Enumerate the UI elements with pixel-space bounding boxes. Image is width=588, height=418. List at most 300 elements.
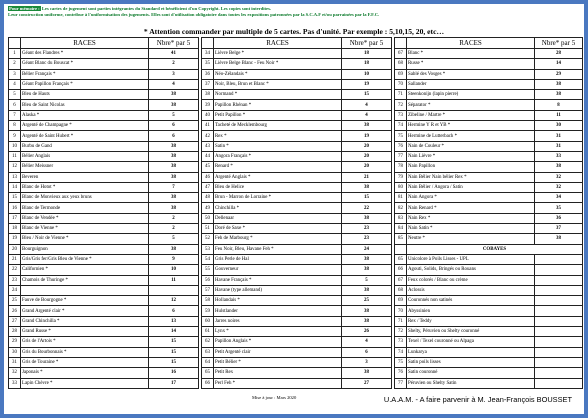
- race-name: Tacheté de Mecklembourg: [214, 121, 342, 131]
- row-number: 48: [202, 193, 214, 203]
- table-row: [395, 121, 583, 131]
- row-number: 43: [202, 141, 214, 151]
- card-number: 5: [149, 110, 199, 120]
- table-row: [395, 162, 583, 172]
- table-row: [9, 131, 199, 141]
- race-name: Nain de Couleur *: [407, 141, 535, 151]
- card-number: 14: [535, 59, 583, 69]
- copyright-notice: [8, 6, 580, 26]
- race-name: Géant des Flandres *: [21, 49, 149, 59]
- row-number: 83: [395, 213, 407, 223]
- card-number: 30: [535, 121, 583, 131]
- race-name: Rex / Teddy: [407, 316, 535, 326]
- card-number: 4: [149, 79, 199, 89]
- race-name: Texel / Texel couronné ou Alpaga: [407, 337, 535, 347]
- col-races-header: RACES: [21, 38, 149, 49]
- row-number: 67: [395, 275, 407, 285]
- row-number: 25: [9, 296, 21, 306]
- race-name: Renard *: [214, 162, 342, 172]
- race-name: Shelty, Péruvien ou Shelty couronné: [407, 327, 535, 337]
- table-row: [395, 193, 583, 203]
- race-name: Bélier Meissner: [21, 162, 149, 172]
- card-number: 41: [149, 49, 199, 59]
- card-number: 26: [342, 327, 392, 337]
- row-number: 38: [202, 90, 214, 100]
- table-row: [202, 110, 392, 120]
- card-number: 11: [535, 110, 583, 120]
- row-number: 34: [202, 49, 214, 59]
- row-number: 82: [395, 203, 407, 213]
- row-number: 65: [202, 368, 214, 378]
- row-number: 53: [202, 244, 214, 254]
- race-name: Gouverneur: [214, 265, 342, 275]
- row-number: 37: [202, 79, 214, 89]
- card-number: 38: [535, 90, 583, 100]
- table-row: [395, 368, 583, 378]
- table-row: [395, 224, 583, 234]
- card-number: 38: [149, 151, 199, 161]
- table-row: [9, 285, 199, 295]
- row-number: 70: [395, 306, 407, 316]
- race-name: Nain Papillon: [407, 162, 535, 172]
- race-name: Hermine de Lutterbach *: [407, 131, 535, 141]
- card-number: [535, 368, 583, 378]
- row-number: 31: [9, 357, 21, 367]
- card-number: 14: [149, 327, 199, 337]
- row-number: 59: [202, 306, 214, 316]
- row-number: 50: [202, 213, 214, 223]
- table-row: [395, 213, 583, 223]
- row-number: 26: [9, 306, 21, 316]
- race-name: Nain Rex *: [407, 213, 535, 223]
- footer: [8, 389, 580, 409]
- footer-credit: U.A.A.M. - A faire parvenir à M. Jean-François BOUSSET: [383, 395, 572, 404]
- race-name: Nain Renard *: [407, 203, 535, 213]
- race-name: Russe *: [407, 59, 535, 69]
- row-number: 23: [9, 275, 21, 285]
- card-number: 6: [342, 347, 392, 357]
- row-number: 85: [395, 234, 407, 244]
- card-number: 6: [149, 306, 199, 316]
- table-row: [202, 121, 392, 131]
- race-name: Papillon Anglais *: [214, 337, 342, 347]
- table-row: [395, 141, 583, 151]
- row-number: 10: [9, 141, 21, 151]
- card-number: 38: [342, 316, 392, 326]
- table-row: [9, 49, 199, 59]
- race-name: Alaska *: [21, 110, 149, 120]
- row-number: 32: [9, 368, 21, 378]
- race-name: Sablé des Vosges *: [407, 69, 535, 79]
- table-row: [202, 203, 392, 213]
- race-name: Aclossis: [407, 285, 535, 295]
- card-number: 32: [535, 182, 583, 192]
- card-number: 37: [535, 224, 583, 234]
- row-number: 73: [395, 110, 407, 120]
- row-number: 60: [202, 316, 214, 326]
- table-row: [9, 100, 199, 110]
- race-name: Péruvien ou Shelty Satin: [407, 378, 535, 389]
- table-row: [202, 49, 392, 59]
- row-number: 51: [202, 224, 214, 234]
- race-name: Chamois de Thuringe *: [21, 275, 149, 285]
- table-row: [9, 234, 199, 244]
- race-name: Japonais *: [21, 368, 149, 378]
- race-name: Gris de Touraine *: [21, 357, 149, 367]
- table-row: [395, 59, 583, 69]
- card-number: 4: [342, 100, 392, 110]
- race-name: Satin couronné: [407, 368, 535, 378]
- race-name: Grand Russe *: [21, 327, 149, 337]
- race-name: Petit Argenté clair: [214, 347, 342, 357]
- races-table-1: [8, 37, 199, 389]
- table-row: [395, 316, 583, 326]
- race-name: Lunkarya: [407, 347, 535, 357]
- table-row: [202, 59, 392, 69]
- card-number: 38: [342, 285, 392, 295]
- card-number: 38: [149, 141, 199, 151]
- table-row: [9, 69, 199, 79]
- row-number: 84: [395, 224, 407, 234]
- row-number: 77: [395, 378, 407, 389]
- card-number: 18: [342, 59, 392, 69]
- card-number: 21: [342, 172, 392, 182]
- race-name: Grand Argenté clair *: [21, 306, 149, 316]
- card-number: 38: [149, 100, 199, 110]
- card-number: 29: [535, 69, 583, 79]
- race-name: Papillon Rhénan *: [214, 100, 342, 110]
- card-number: 25: [342, 296, 392, 306]
- table-row: [395, 378, 583, 389]
- card-number: 38: [342, 213, 392, 223]
- col-count-header: Nbre* par 5: [149, 38, 199, 49]
- table-row: [202, 162, 392, 172]
- notice-tag: Pour mémoire :: [9, 6, 40, 11]
- table-row: [395, 79, 583, 89]
- row-number: 11: [9, 151, 21, 161]
- table-row: [202, 193, 392, 203]
- race-name: Géant Papillon Français *: [21, 79, 149, 89]
- card-number: [535, 357, 583, 367]
- table-row: [9, 378, 199, 389]
- table-row: [395, 285, 583, 295]
- race-name: Blanc de Termonde: [21, 203, 149, 213]
- table-row: [9, 337, 199, 347]
- card-number: 38: [342, 306, 392, 316]
- race-name: Hermine Y R et YB *: [407, 121, 535, 131]
- row-number: 46: [202, 172, 214, 182]
- card-number: 19: [342, 131, 392, 141]
- race-name: Séparator *: [407, 100, 535, 110]
- col-number-header: [9, 38, 21, 49]
- card-number: 38: [149, 172, 199, 182]
- row-number: 15: [9, 193, 21, 203]
- table-row: [395, 337, 583, 347]
- row-number: 20: [9, 244, 21, 254]
- row-number: 61: [202, 327, 214, 337]
- table-row: [9, 357, 199, 367]
- card-number: [535, 378, 583, 389]
- race-name: Chinchilla *: [214, 203, 342, 213]
- race-name: Burbu de Gand: [21, 141, 149, 151]
- race-name: Doré de Saxe *: [214, 224, 342, 234]
- table-row: [9, 90, 199, 100]
- table-row: [395, 90, 583, 100]
- card-number: 38: [342, 121, 392, 131]
- table-row: [202, 141, 392, 151]
- row-number: 66: [202, 378, 214, 389]
- card-number: [535, 327, 583, 337]
- race-name: Blanc de Monvieux aux yeux bruns: [21, 193, 149, 203]
- row-number: 75: [395, 357, 407, 367]
- document-sheet: [4, 4, 584, 414]
- table-row: [395, 182, 583, 192]
- table-row: [202, 224, 392, 234]
- card-number: [535, 265, 583, 275]
- race-name: Argenté Anglais *: [214, 172, 342, 182]
- row-number: 13: [9, 172, 21, 182]
- row-number: 7: [9, 110, 21, 120]
- card-number: [535, 254, 583, 264]
- race-name: Hollandais *: [214, 296, 342, 306]
- race-name: Petit Bélier *: [214, 357, 342, 367]
- race-name: Zibeline / Martre *: [407, 110, 535, 120]
- table-row: [202, 285, 392, 295]
- card-number: 38: [342, 254, 392, 264]
- table-row: [202, 327, 392, 337]
- table-row: [202, 378, 392, 389]
- table-row: [202, 69, 392, 79]
- row-number: 41: [202, 121, 214, 131]
- col-number-header: [202, 38, 214, 49]
- race-name: Feu Noir, Bleu, Havane Feh *: [214, 244, 342, 254]
- table-row: [9, 193, 199, 203]
- table-row: [9, 182, 199, 192]
- card-number: 12: [149, 296, 199, 306]
- row-number: 81: [395, 193, 407, 203]
- race-name: Blanc de Hotot *: [21, 182, 149, 192]
- row-number: 39: [202, 100, 214, 110]
- races-table-3: [394, 37, 583, 389]
- table-row: [395, 100, 583, 110]
- row-number: 29: [9, 337, 21, 347]
- race-name: [21, 285, 149, 295]
- race-name: Dellenaar: [214, 213, 342, 223]
- card-number: 20: [342, 141, 392, 151]
- row-number: 22: [9, 265, 21, 275]
- notice-line-2: Leur construction uniforme, contribue à l'uniformisation des jugements. Elles sont d'utilisation obligatoire dans toutes les expositions patronnées par la S.C.A.F et/ou parrainées par la F.F.C.: [8, 12, 380, 18]
- row-number: 42: [202, 131, 214, 141]
- row-number: 54: [202, 254, 214, 264]
- row-number: 68: [395, 59, 407, 69]
- table-row: [395, 49, 583, 59]
- col-races-header: RACES: [407, 38, 535, 49]
- card-number: 20: [342, 151, 392, 161]
- race-name: Fauve de Bourgogne *: [21, 296, 149, 306]
- card-number: [535, 347, 583, 357]
- card-number: 33: [535, 151, 583, 161]
- table-row: [395, 357, 583, 367]
- row-number: 79: [395, 172, 407, 182]
- row-number: 76: [395, 368, 407, 378]
- card-number: 22: [342, 203, 392, 213]
- race-name: Gris de l'Artois *: [21, 337, 149, 347]
- row-number: 76: [395, 141, 407, 151]
- race-name: Beveren: [21, 172, 149, 182]
- card-number: 11: [149, 275, 199, 285]
- card-number: 9: [149, 254, 199, 264]
- table-row: [395, 265, 583, 275]
- race-name: Gris/Gris fer/Gris Bleu de Vienne *: [21, 254, 149, 264]
- race-name: Nain Bélier / Angora / Satin: [407, 182, 535, 192]
- table-row: [395, 69, 583, 79]
- card-number: [149, 285, 199, 295]
- card-number: 10: [342, 69, 392, 79]
- card-number: 2: [149, 213, 199, 223]
- row-number: 63: [202, 347, 214, 357]
- race-name: Rex *: [214, 131, 342, 141]
- table-row: [9, 327, 199, 337]
- row-number: 33: [9, 378, 21, 389]
- row-number: 55: [202, 265, 214, 275]
- race-name: Bleu de Hauts: [21, 90, 149, 100]
- card-number: 15: [342, 193, 392, 203]
- race-name: Argenté de Saint Hubert *: [21, 131, 149, 141]
- table-row: [202, 254, 392, 264]
- card-number: 35: [535, 203, 583, 213]
- race-name: Bourguignon: [21, 244, 149, 254]
- table-row: [395, 234, 583, 244]
- race-name: Havane (type allemand): [214, 285, 342, 295]
- table-row: [202, 182, 392, 192]
- row-number: 44: [202, 151, 214, 161]
- table-row: [395, 347, 583, 357]
- table-row: [202, 368, 392, 378]
- race-name: Blanc *: [407, 49, 535, 59]
- card-number: 5: [342, 275, 392, 285]
- card-number: [535, 275, 583, 285]
- table-row: [395, 203, 583, 213]
- row-number: 4: [9, 79, 21, 89]
- card-number: 15: [149, 347, 199, 357]
- table-row: [395, 327, 583, 337]
- card-number: 38: [342, 368, 392, 378]
- race-name: Bleu de Saint Nicolas: [21, 100, 149, 110]
- col-races-header: RACES: [214, 38, 342, 49]
- card-number: 4: [342, 110, 392, 120]
- table-row: [395, 172, 583, 182]
- card-number: 18: [342, 49, 392, 59]
- row-number: 21: [9, 254, 21, 264]
- card-number: 16: [149, 368, 199, 378]
- race-name: Sallander: [407, 79, 535, 89]
- row-number: 71: [395, 90, 407, 100]
- row-number: 75: [395, 131, 407, 141]
- table-row: [202, 296, 392, 306]
- row-number: 45: [202, 162, 214, 172]
- race-name: Satin *: [214, 141, 342, 151]
- col-count-header: Nbre* par 5: [342, 38, 392, 49]
- row-number: 35: [202, 59, 214, 69]
- race-name: Bélier Anglais: [21, 151, 149, 161]
- card-number: 38: [149, 162, 199, 172]
- table-row: [202, 357, 392, 367]
- row-number: 80: [395, 182, 407, 192]
- race-name: Géant Blanc du Bouscat *: [21, 59, 149, 69]
- row-number: 73: [395, 337, 407, 347]
- table-row: [202, 275, 392, 285]
- race-name: Perl Feh *: [214, 378, 342, 389]
- race-name: Neutre *: [407, 234, 535, 244]
- table-row: [9, 316, 199, 326]
- update-date: Mise à jour : Mars 2020: [252, 395, 297, 400]
- card-number: 8: [535, 100, 583, 110]
- race-name: Petit Rex: [214, 368, 342, 378]
- row-number: 72: [395, 100, 407, 110]
- card-number: 2: [149, 59, 199, 69]
- races-table-2: [201, 37, 392, 389]
- race-name: Nain Lièvre *: [407, 151, 535, 161]
- row-number: 12: [9, 162, 21, 172]
- card-number: 13: [149, 316, 199, 326]
- race-name: Noir, Bleu, Brun et Blanc *: [214, 79, 342, 89]
- race-name: Blanc de Vienne *: [21, 224, 149, 234]
- row-number: 6: [9, 100, 21, 110]
- section-heading: COBAYES: [407, 244, 583, 254]
- table-row: [395, 254, 583, 264]
- row-number: 62: [202, 337, 214, 347]
- card-number: 15: [149, 357, 199, 367]
- row-number: 18: [9, 224, 21, 234]
- race-name: Petit Papillon *: [214, 110, 342, 120]
- card-number: [535, 285, 583, 295]
- row-number: 8: [9, 121, 21, 131]
- card-number: 6: [149, 121, 199, 131]
- card-number: 6: [149, 131, 199, 141]
- row-number: 9: [9, 131, 21, 141]
- table-row: [9, 110, 199, 120]
- table-row: [395, 306, 583, 316]
- row-number: 30: [9, 347, 21, 357]
- row-number: 68: [395, 285, 407, 295]
- row-number: 24: [9, 285, 21, 295]
- table-row: [9, 347, 199, 357]
- table-row: [9, 121, 199, 131]
- table-row: [202, 306, 392, 316]
- row-number: 3: [9, 69, 21, 79]
- race-name: Brun - Marron de Lorraine *: [214, 193, 342, 203]
- col-count-header: Nbre* par 5: [535, 38, 583, 49]
- race-name: Californien *: [21, 265, 149, 275]
- table-row: [9, 172, 199, 182]
- race-name: Angora Français *: [214, 151, 342, 161]
- table-row: [9, 244, 199, 254]
- row-number: 58: [202, 296, 214, 306]
- table-row: [202, 213, 392, 223]
- card-number: 38: [535, 162, 583, 172]
- table-row: [202, 151, 392, 161]
- card-number: 32: [535, 172, 583, 182]
- table-row: [9, 79, 199, 89]
- card-number: [535, 296, 583, 306]
- card-number: 38: [535, 79, 583, 89]
- table-row: [395, 110, 583, 120]
- table-row: [202, 347, 392, 357]
- row-number: 19: [9, 234, 21, 244]
- card-number: 7: [149, 182, 199, 192]
- card-number: 38: [149, 193, 199, 203]
- table-row: [9, 296, 199, 306]
